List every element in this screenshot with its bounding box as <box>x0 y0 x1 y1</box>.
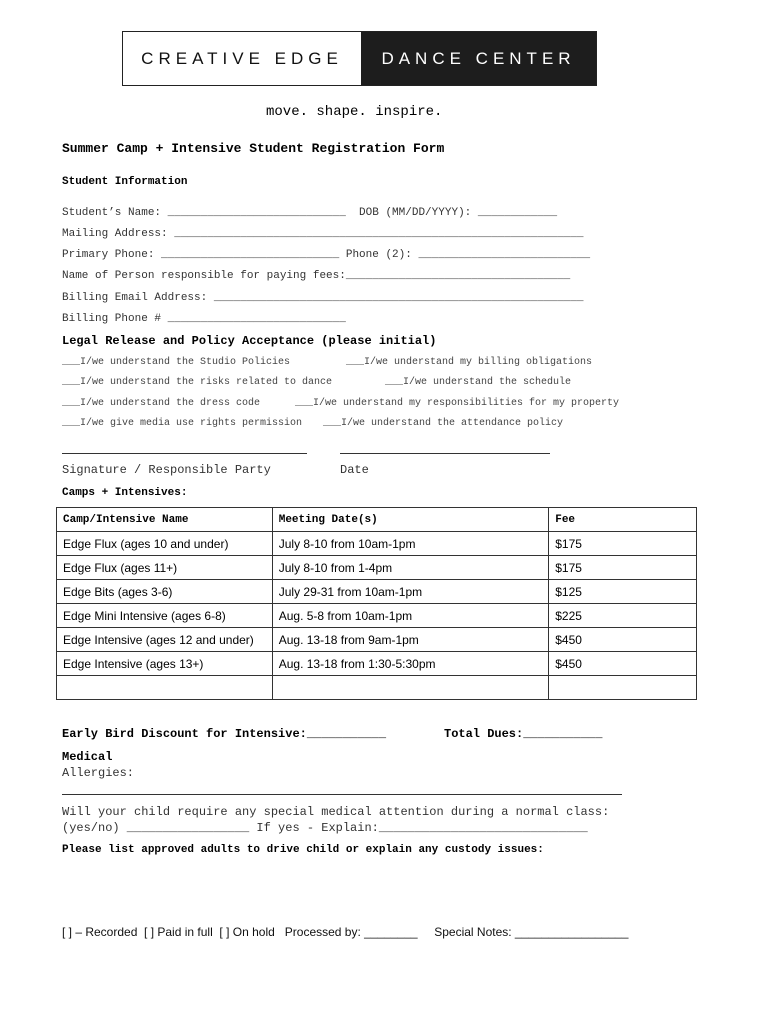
table-row[interactable] <box>57 676 697 700</box>
camp-dates: Aug. 5-8 from 10am-1pm <box>272 604 549 628</box>
student-heading: Student Information <box>62 176 188 188</box>
phone-field[interactable]: Primary Phone: ___________________________ Phone (2): __________________________ <box>62 249 591 261</box>
legal-item[interactable]: ___I/we understand the attendance policy <box>323 418 564 429</box>
table-row <box>57 580 697 604</box>
medical-heading: Medical <box>62 750 113 764</box>
camp-fee: $125 <box>549 580 697 604</box>
legal-item[interactable]: ___I/we understand my billing obligations <box>346 357 593 368</box>
camp-name: Edge Mini Intensive (ages 6-8) <box>57 604 273 628</box>
column-header: Camp/Intensive Name <box>57 508 273 532</box>
legal-item[interactable]: ___I/we understand the dress code <box>62 398 261 409</box>
early-bird-field[interactable]: Early Bird Discount for Intensive:___________ <box>62 727 387 741</box>
total-dues-field[interactable]: Total Dues:___________ <box>444 727 603 741</box>
camps-table <box>56 507 697 700</box>
date-label: Date <box>340 463 369 477</box>
tagline: move. shape. inspire. <box>266 104 443 120</box>
medical-attention-question: Will your child require any special medical attention during a normal class: <box>62 805 610 819</box>
legal-item[interactable]: ___I/we understand my responsibilities for my property <box>295 398 620 409</box>
camps-heading: Camps + Intensives: <box>62 487 188 499</box>
camp-dates: July 29-31 from 10am-1pm <box>272 580 549 604</box>
camp-name: Edge Intensive (ages 13+) <box>57 652 273 676</box>
camp-fee: $225 <box>549 604 697 628</box>
camp-name: Edge Flux (ages 11+) <box>57 556 273 580</box>
billing-email-field[interactable]: Billing Email Address: ________________________________________________________ <box>62 292 584 304</box>
camp-name: Edge Flux (ages 10 and under) <box>57 532 273 556</box>
legal-item[interactable]: ___I/we understand the Studio Policies <box>62 357 291 368</box>
camp-fee: $450 <box>549 628 697 652</box>
office-use-line[interactable]: [ ] – Recorded [ ] Paid in full [ ] On hold Processed by: ________ Special Notes: _________________ <box>62 925 629 939</box>
signature-label: Signature / Responsible Party <box>62 463 271 477</box>
table-header-row <box>57 508 697 532</box>
legal-heading: Legal Release and Policy Acceptance (please initial) <box>62 334 437 348</box>
camp-dates: July 8-10 from 10am-1pm <box>272 532 549 556</box>
payer-name-field[interactable]: Name of Person responsible for paying fees:__________________________________ <box>62 270 571 282</box>
table-row <box>57 532 697 556</box>
camp-dates: Aug. 13-18 from 9am-1pm <box>272 628 549 652</box>
camp-dates: Aug. 13-18 from 1:30-5:30pm <box>272 652 549 676</box>
camp-dates[interactable] <box>272 676 549 700</box>
camp-name[interactable] <box>57 676 273 700</box>
mailing-address-field[interactable]: Mailing Address: ______________________________________________________________ <box>62 228 584 240</box>
logo-left: CREATIVE EDGE <box>141 48 343 68</box>
form-title: Summer Camp + Intensive Student Registration Form <box>62 141 445 156</box>
billing-phone-field[interactable]: Billing Phone # ___________________________ <box>62 313 346 325</box>
table-row <box>57 604 697 628</box>
student-name-field[interactable]: Student’s Name: ___________________________ DOB (MM/DD/YYYY): ____________ <box>62 207 558 219</box>
table-row <box>57 652 697 676</box>
date-line[interactable] <box>340 453 550 454</box>
table-row <box>57 628 697 652</box>
allergies-line[interactable] <box>62 794 622 795</box>
camp-fee: $175 <box>549 532 697 556</box>
column-header: Fee <box>549 508 697 532</box>
camp-dates: July 8-10 from 1-4pm <box>272 556 549 580</box>
camp-fee[interactable] <box>549 676 697 700</box>
logo <box>122 31 597 86</box>
legal-item[interactable]: ___I/we understand the risks related to dance <box>62 377 333 388</box>
camp-fee: $450 <box>549 652 697 676</box>
camp-name: Edge Bits (ages 3-6) <box>57 580 273 604</box>
camp-name: Edge Intensive (ages 12 and under) <box>57 628 273 652</box>
custody-prompt: Please list approved adults to drive child or explain any custody issues: <box>62 844 544 856</box>
camp-fee: $175 <box>549 556 697 580</box>
logo-right: DANCE CENTER <box>361 32 596 85</box>
signature-line[interactable] <box>62 453 307 454</box>
allergies-label: Allergies: <box>62 766 135 780</box>
legal-item[interactable]: ___I/we give media use rights permission <box>62 418 303 429</box>
table-row <box>57 556 697 580</box>
medical-yesno-field[interactable]: (yes/no) _________________ If yes - Explain:_____________________________ <box>62 821 588 835</box>
legal-item[interactable]: ___I/we understand the schedule <box>385 377 572 388</box>
column-header: Meeting Date(s) <box>272 508 549 532</box>
